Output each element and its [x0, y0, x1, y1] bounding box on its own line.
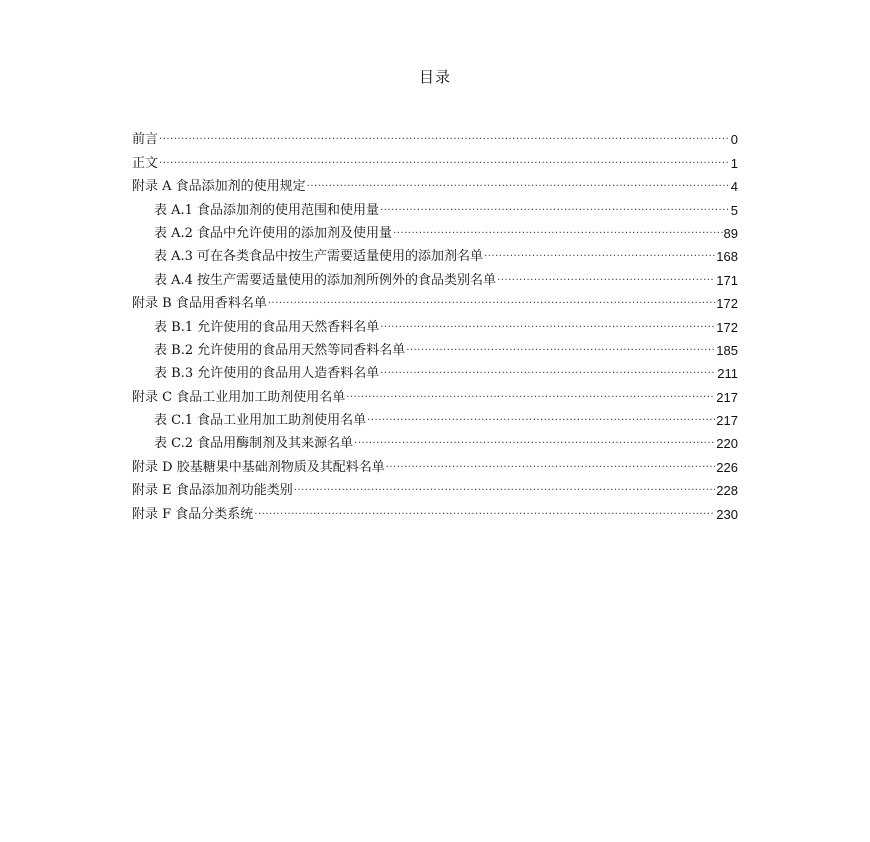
toc-entry-label: 表 A.4 按生产需要适量使用的添加剂所例外的食品类别名单 [154, 272, 497, 288]
dot-leader [484, 249, 715, 265]
dot-leader [268, 296, 715, 312]
toc-entry-label: 表 B.2 允许使用的食品用天然等同香料名单 [154, 342, 406, 358]
toc-entry-label: 表 B.1 允许使用的食品用天然香料名单 [154, 319, 380, 335]
toc-entry[interactable] [132, 125, 738, 148]
toc-entry-page: 211 [717, 366, 738, 382]
table-of-contents [132, 125, 738, 523]
dot-leader [497, 273, 715, 289]
toc-entry-page: 4 [730, 179, 738, 195]
toc-entry[interactable] [132, 429, 738, 452]
toc-entry-page: 0 [730, 132, 738, 148]
dot-leader [367, 413, 715, 429]
dot-leader [386, 460, 716, 476]
toc-entry-label: 表 B.3 允许使用的食品用人造香料名单 [154, 366, 380, 382]
toc-entry[interactable] [132, 195, 738, 218]
toc-entry-page: 5 [730, 202, 738, 218]
toc-entry[interactable] [132, 336, 738, 359]
toc-entry[interactable] [132, 406, 738, 429]
toc-entry-label: 表 C.1 食品工业用加工助剂使用名单 [154, 413, 367, 429]
toc-entry[interactable] [132, 382, 738, 405]
dot-leader [380, 366, 716, 382]
toc-entry-page: 172 [716, 296, 738, 312]
toc-entry[interactable] [132, 219, 738, 242]
toc-entry-label: 正文 [132, 155, 159, 171]
toc-entry-label: 附录 E 食品添加剂功能类别 [132, 483, 293, 499]
dot-leader [393, 226, 722, 242]
toc-entry-label: 附录 B 食品用香料名单 [132, 296, 267, 312]
dot-leader [346, 390, 715, 406]
toc-entry[interactable] [132, 476, 738, 499]
toc-entry-page: 185 [716, 342, 738, 358]
page-title: 目录 [418, 68, 451, 86]
toc-entry[interactable] [132, 359, 738, 382]
toc-entry[interactable] [132, 452, 738, 475]
toc-entry-page: 89 [723, 225, 738, 241]
toc-entry-page: 228 [716, 483, 738, 499]
toc-entry[interactable] [132, 312, 738, 335]
dot-leader [307, 179, 730, 195]
toc-entry-label: 前言 [132, 132, 159, 148]
toc-entry-page: 217 [716, 389, 738, 405]
toc-entry[interactable] [132, 148, 738, 171]
toc-entry-label: 表 C.2 食品用酶制剂及其来源名单 [154, 436, 354, 452]
dot-leader [380, 320, 715, 336]
toc-entry-label: 表 A.1 食品添加剂的使用范围和使用量 [154, 202, 380, 218]
toc-entry-page: 226 [716, 459, 738, 475]
dot-leader [380, 203, 730, 219]
toc-entry[interactable] [132, 242, 738, 265]
toc-entry-label: 附录 A 食品添加剂的使用规定 [132, 179, 306, 195]
toc-entry-label: 附录 C 食品工业用加工助剂使用名单 [132, 389, 346, 405]
toc-entry-page: 1 [730, 155, 738, 171]
toc-entry[interactable] [132, 172, 738, 195]
toc-entry-page: 220 [716, 436, 738, 452]
toc-entry-label: 附录 F 食品分类系统 [132, 506, 254, 522]
toc-entry-label: 附录 D 胶基糖果中基础剂物质及其配料名单 [132, 459, 385, 475]
dot-leader [254, 507, 715, 523]
dot-leader [159, 156, 730, 172]
toc-entry-page: 172 [716, 319, 738, 335]
toc-entry-label: 表 A.3 可在各类食品中按生产需要适量使用的添加剂名单 [154, 249, 484, 265]
toc-entry[interactable] [132, 265, 738, 288]
toc-entry-page: 217 [716, 413, 738, 429]
toc-entry-page: 171 [716, 272, 738, 288]
toc-entry-page: 230 [716, 506, 738, 522]
toc-entry[interactable] [132, 289, 738, 312]
toc-entry-page: 168 [716, 249, 738, 265]
dot-leader [406, 343, 715, 359]
toc-entry[interactable] [132, 499, 738, 522]
dot-leader [354, 436, 715, 452]
dot-leader [294, 483, 716, 499]
dot-leader [159, 132, 730, 148]
toc-entry-label: 表 A.2 食品中允许使用的添加剂及使用量 [154, 225, 393, 241]
